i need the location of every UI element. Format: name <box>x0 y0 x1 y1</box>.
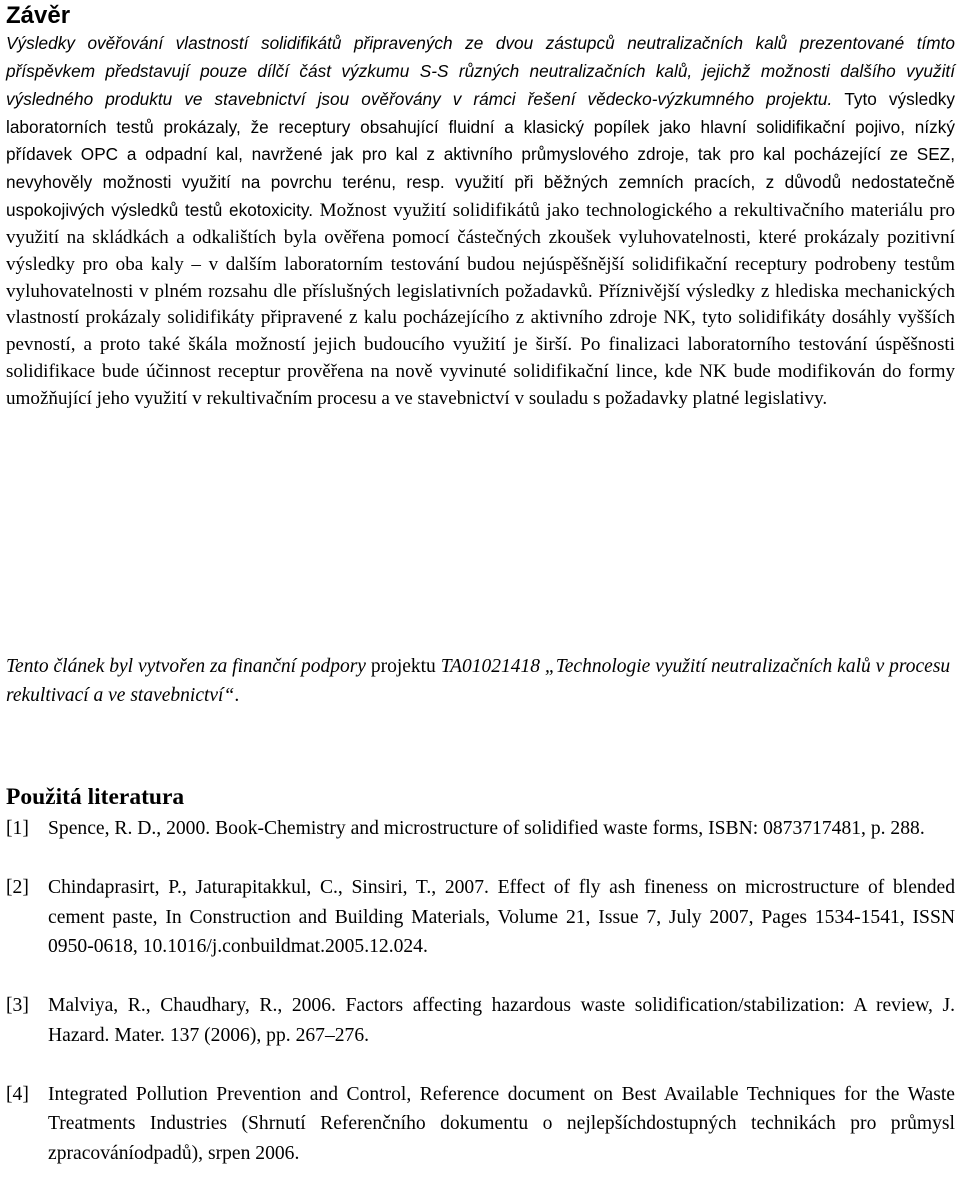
funding-project-title: TA01021418 „Technologie využití neutralizačních kalů v procesu rekultivací a ve stavebnictví“ <box>6 656 951 706</box>
conclusion-heading: Závěr <box>6 2 71 29</box>
funding-acknowledgement <box>6 652 955 710</box>
conclusion-intro-text: Výsledky ověřování vlastností solidifikátů připravených ze dvou zástupců neutralizačních kalů prezentované tímto příspěvkem představují pouze dílčí část výzkumu S-S různých neutralizačních kalů, jejichž možnosti dalšího využití výsledného produktu ve stavebnictví jsou ověřovány v rámci řešení vědecko-výzkumného projektu. <box>6 33 955 109</box>
reference-item <box>6 873 955 962</box>
reference-number: [4] <box>6 1083 29 1105</box>
reference-text: Malviya, R., Chaudhary, R., 2006. Factors affecting hazardous waste solidification/stabilization: A review, J. Hazard. Mater. 137 (2006), pp. 267–276. <box>48 995 955 1046</box>
reference-number: [1] <box>6 818 29 839</box>
funding-text-project-word: projektu <box>370 656 441 677</box>
references-heading: Použitá literatura <box>6 784 185 810</box>
conclusion-outlook-text: Možnost využití solidifikátů jako technologického a rekultivačního materiálu pro využití na skládkách a odkalištích byla ověřena pomocí částečných zkoušek vyluhovatelnosti, které prokázaly pozitivní výsledky pro oba kaly – v dalším laboratorním testování budou nejúspěšnější solidifikační receptury podrobeny testům vyluhovatelnosti v plném rozsahu dle příslušných legislativních požadavků. Příznivější výsledky z hlediska mechanických vlastností prokázaly solidifikáty připravené z kalu pocházejícího z aktivního zdroje NK, tyto solidifikáty dosáhly vyšších pevností, a proto také škála možností jejich budoucího využití je širší. Po finalizaci laboratorního testování úspěšnosti solidifikace bude účinnost receptur prověřena na nově vyvinuté solidifikační lince, kde NK bude modifikován do formy umožňující jeho využití v rekultivačním procesu a ve stavebnictví v souladu s požadavky platné legislativy. <box>6 200 955 409</box>
funding-text-lead: Tento článek byl vytvořen za finanční podpory <box>6 656 371 677</box>
reference-text: Integrated Pollution Prevention and Control, Reference document on Best Available Techniques for the Waste Treatments Industries (Shrnutí Referenčního dokumentu o nejlepšíchdostupných technikách pro průmysl zpracováníodpadů), srpen 2006. <box>48 1083 955 1164</box>
reference-number: [3] <box>6 995 29 1016</box>
reference-text: Spence, R. D., 2000. Book-Chemistry and microstructure of solidified waste forms, ISBN: 0873717481, p. 288. <box>48 818 925 839</box>
reference-item <box>6 991 955 1050</box>
reference-item <box>6 1080 955 1169</box>
reference-text: Chindaprasirt, P., Jaturapitakkul, C., Sinsiri, T., 2007. Effect of fly ash fineness on microstructure of blended cement paste, In Construction and Building Materials, Volume 21, Issue 7, July 2007, Pages 1534-1541, ISSN 0950-0618, 10.1016/j.conbuildmat.2005.12.024. <box>48 877 955 957</box>
document-page <box>6 0 955 1164</box>
reference-number: [2] <box>6 877 29 898</box>
funding-text-end: . <box>234 685 240 706</box>
conclusion-paragraph <box>6 30 955 413</box>
reference-item <box>6 814 955 844</box>
conclusion-results-text: Tyto výsledky laboratorních testů prokázaly, že receptury obsahující fluidní a klasický popílek jako hlavní solidifikační pojivo, nízký přídavek OPC a odpadní kal, navržené jak pro kal z aktivního průmyslového zdroje, tak pro kal pocházející ze SEZ, nevyhověly možnosti využití na povrchu terénu, resp. využití při běžných zemních pracích, z důvodů nedostatečně uspokojivých výsledků testů ekotoxicity. <box>6 88 955 221</box>
reference-list <box>6 814 955 1198</box>
